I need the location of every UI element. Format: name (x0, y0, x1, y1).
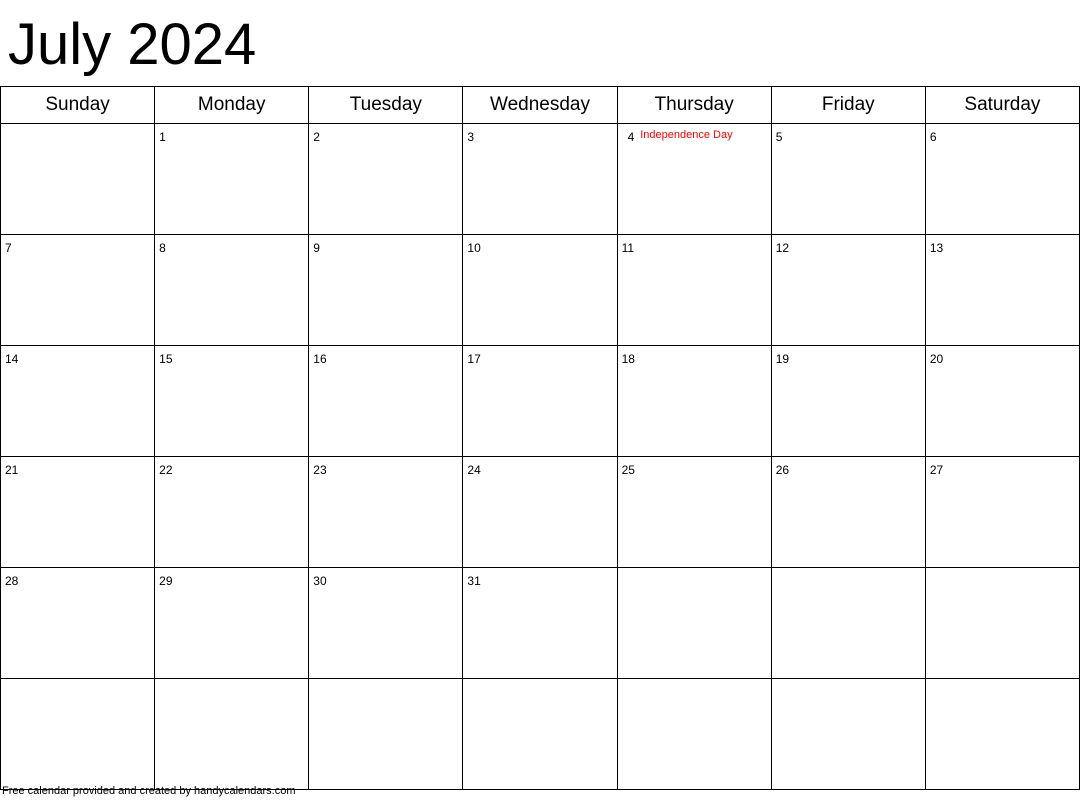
day-cell[interactable] (463, 124, 617, 235)
day-number: 22 (159, 463, 173, 477)
day-number: 23 (313, 463, 327, 477)
day-number: 5 (775, 130, 783, 144)
day-number: 7 (5, 241, 12, 255)
weekday-header-row (1, 87, 1080, 124)
day-cell[interactable] (617, 568, 771, 679)
calendar-week-row (1, 679, 1080, 790)
day-number: 29 (159, 574, 173, 588)
day-number: 8 (159, 241, 166, 255)
day-cell[interactable] (1, 679, 155, 790)
day-cell[interactable] (1, 568, 155, 679)
day-number: 2 (313, 130, 320, 144)
day-number: 15 (159, 352, 173, 366)
weekday-header-thursday: Thursday (617, 87, 771, 124)
day-number: 17 (467, 352, 481, 366)
day-cell-holiday[interactable] (617, 124, 771, 235)
day-cell[interactable] (463, 235, 617, 346)
day-number: 11 (621, 241, 635, 255)
calendar-week-row (1, 457, 1080, 568)
day-cell[interactable] (617, 679, 771, 790)
day-number: 19 (775, 352, 790, 366)
day-cell[interactable] (309, 568, 463, 679)
footer-credit: Free calendar provided and created by handycalendars.com (2, 785, 296, 797)
day-cell[interactable] (309, 457, 463, 568)
day-number: 4 (627, 130, 635, 144)
day-cell[interactable] (925, 124, 1079, 235)
day-cell[interactable] (155, 124, 309, 235)
day-number: 24 (467, 463, 481, 477)
day-number: 12 (775, 241, 790, 255)
day-cell[interactable] (463, 457, 617, 568)
day-cell[interactable] (925, 235, 1079, 346)
day-number: 30 (313, 574, 327, 588)
day-number: 27 (929, 463, 944, 477)
day-cell[interactable] (1, 346, 155, 457)
day-cell[interactable] (925, 568, 1079, 679)
holiday-label: Independence Day (640, 129, 733, 141)
day-cell[interactable] (309, 679, 463, 790)
day-cell[interactable] (771, 346, 925, 457)
day-number: 31 (467, 574, 481, 588)
day-cell[interactable] (155, 457, 309, 568)
day-cell[interactable] (771, 679, 925, 790)
day-cell[interactable] (617, 457, 771, 568)
day-cell[interactable] (1, 457, 155, 568)
day-number: 20 (929, 352, 944, 366)
day-cell[interactable] (617, 235, 771, 346)
weekday-header-sunday: Sunday (1, 87, 155, 124)
calendar-grid (0, 86, 1080, 790)
day-cell[interactable] (155, 679, 309, 790)
day-cell[interactable] (155, 568, 309, 679)
day-cell[interactable] (463, 346, 617, 457)
day-cell[interactable] (771, 457, 925, 568)
calendar-week-row (1, 235, 1080, 346)
day-cell[interactable] (463, 679, 617, 790)
weekday-header-monday: Monday (155, 87, 309, 124)
day-number: 26 (775, 463, 790, 477)
day-cell[interactable] (771, 124, 925, 235)
day-number: 25 (621, 463, 635, 477)
day-number: 13 (929, 241, 944, 255)
day-cell[interactable] (771, 568, 925, 679)
calendar-week-row (1, 346, 1080, 457)
day-cell[interactable] (155, 235, 309, 346)
day-cell[interactable] (617, 346, 771, 457)
calendar-week-row (1, 568, 1080, 679)
day-number: 16 (313, 352, 327, 366)
day-cell[interactable] (309, 235, 463, 346)
weekday-header-wednesday: Wednesday (463, 87, 617, 124)
weekday-header-friday: Friday (771, 87, 925, 124)
day-cell[interactable] (925, 457, 1079, 568)
day-number: 18 (621, 352, 635, 366)
day-cell[interactable] (309, 346, 463, 457)
day-cell[interactable] (309, 124, 463, 235)
day-cell[interactable] (155, 346, 309, 457)
weekday-header-saturday: Saturday (925, 87, 1079, 124)
day-number: 9 (313, 241, 320, 255)
day-cell[interactable] (925, 679, 1079, 790)
page-title: July 2024 (8, 12, 257, 77)
day-number: 21 (5, 463, 19, 477)
day-number: 3 (467, 130, 475, 144)
day-cell[interactable] (1, 124, 155, 235)
day-number: 6 (929, 130, 937, 144)
day-number: 1 (159, 130, 166, 144)
day-cell[interactable] (925, 346, 1079, 457)
day-cell[interactable] (463, 568, 617, 679)
day-number: 10 (467, 241, 481, 255)
day-number: 14 (5, 352, 19, 366)
day-cell[interactable] (771, 235, 925, 346)
calendar-week-row (1, 124, 1080, 235)
weekday-header-tuesday: Tuesday (309, 87, 463, 124)
day-number: 28 (5, 574, 19, 588)
day-cell[interactable] (1, 235, 155, 346)
